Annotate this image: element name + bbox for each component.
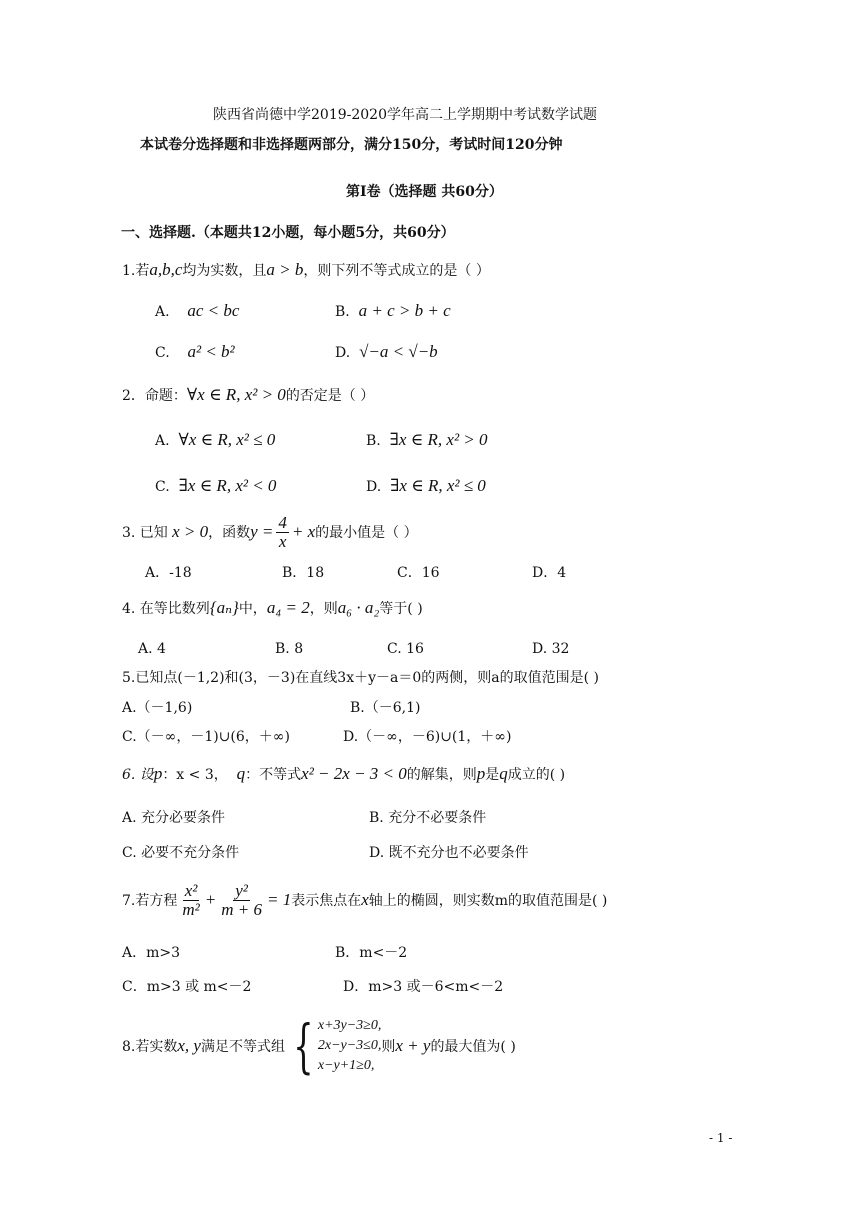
document-title: 陕西省尚德中学2019-2020学年高二上学期期中考试数学试题 — [213, 107, 597, 123]
part-title: 第Ⅰ卷（选择题 共60分） — [346, 184, 503, 200]
question-7-option-b: B．m<－2 — [335, 945, 408, 961]
question-1-option-c: C. a² < b² — [155, 342, 235, 361]
question-2-option-a: A. ∀x ∈ R, x² ≤ 0 — [155, 430, 276, 449]
question-2-option-b: B. ∃x ∈ R, x² > 0 — [366, 430, 488, 449]
question-2-stem: 2．命题：∀x ∈ R, x² > 0的否定是（ ） — [122, 385, 375, 404]
question-6-option-a: A. 充分必要条件 — [122, 810, 226, 826]
fraction-4-over-x: $\frac{4}{x}$ — [278, 512, 287, 551]
question-3-option-b: B．18 — [282, 565, 325, 581]
question-4-stem: 4. 在等比数列{aₙ}中，a₄ = 2，则a₆ · a₂等于( ) — [122, 598, 423, 617]
question-7-option-c: C．m>3 或 m<－2 — [122, 979, 252, 995]
question-4-option-c: C. 16 — [387, 641, 424, 657]
left-brace-icon: { — [293, 1011, 314, 1080]
question-4-option-a: A. 4 — [138, 641, 166, 657]
exam-instructions: 本试卷分选择题和非选择题两部分，满分150分，考试时间120分钟 — [140, 137, 563, 153]
question-8-stem: 8.若实数 x, y 满足不等式组 { x+3y−3≥0, 2x−y−3≤0, x−y+1≥0, 则 x + y 的最大值为( ) — [122, 1011, 516, 1080]
question-4-option-b: B. 8 — [275, 641, 304, 657]
inequality-system: { x+3y−3≥0, 2x−y−3≤0, x−y+1≥0, — [293, 1011, 382, 1080]
question-2-option-c: C. ∃x ∈ R, x² < 0 — [155, 476, 277, 495]
question-5-option-d: D.（－∞，－6)∪(1，＋∞) — [343, 729, 512, 745]
question-7-option-a: A．m>3 — [122, 945, 181, 961]
question-5-option-c: C.（－∞，－1)∪(6，＋∞) — [122, 729, 290, 745]
question-3-option-d: D．4 — [532, 565, 567, 581]
question-6-option-b: B. 充分不必要条件 — [369, 810, 487, 826]
question-6-stem: 6. 设p：x < 3， q：不等式x² − 2x − 3 < 0的解集，则p是q成立的( ) — [122, 764, 566, 783]
question-6-option-c: C. 必要不充分条件 — [122, 845, 240, 861]
question-2-option-d: D. ∃x ∈ R, x² ≤ 0 — [366, 476, 486, 495]
question-5-stem: 5.已知点(－1,2)和(3，－3)在直线3x＋y－a＝0的两侧，则a的取值范围是( ) — [122, 670, 599, 686]
question-5-option-a: A.（－1,6) — [122, 700, 193, 716]
question-1-option-a: A. ac < bc — [155, 301, 240, 320]
question-1-stem: 1.若a,b,c均为实数，且a > b，则下列不等式成立的是（ ） — [122, 260, 490, 279]
question-1-option-b: B. a + c > b + c — [335, 301, 451, 320]
question-7-option-d: D．m>3 或－6<m<－2 — [343, 979, 504, 995]
question-1-option-d: D. √−a < √−b — [335, 342, 438, 361]
page-number: - 1 - — [709, 1131, 733, 1145]
question-3-option-c: C．16 — [397, 565, 440, 581]
question-7-stem: 7.若方程 $\frac{\text{x²}}{\text{m²}}$ + $\frac{\text{y²}}{m + 6}$ = 1 表示焦点在 x 轴上的椭圆，则实数m的取值范围是( ) — [122, 880, 608, 919]
fraction-y2-over-m-plus-6: $\frac{\text{y²}}{m + 6}$ — [221, 880, 262, 919]
question-6-option-d: D. 既不充分也不必要条件 — [369, 845, 529, 861]
fraction-x2-over-m2: $\frac{\text{x²}}{\text{m²}}$ — [182, 880, 200, 919]
question-5-option-b: B.（－6,1) — [350, 700, 421, 716]
section-title: 一、选择题.（本题共12小题，每小题5分，共60分） — [121, 225, 455, 241]
question-3-option-a: A．-18 — [145, 565, 192, 581]
question-4-option-d: D. 32 — [532, 641, 570, 657]
question-3-stem: 3. 已知 x > 0 ，函数 y = $\frac{4}{x}$ + x 的最小值是（ ） — [122, 512, 418, 551]
